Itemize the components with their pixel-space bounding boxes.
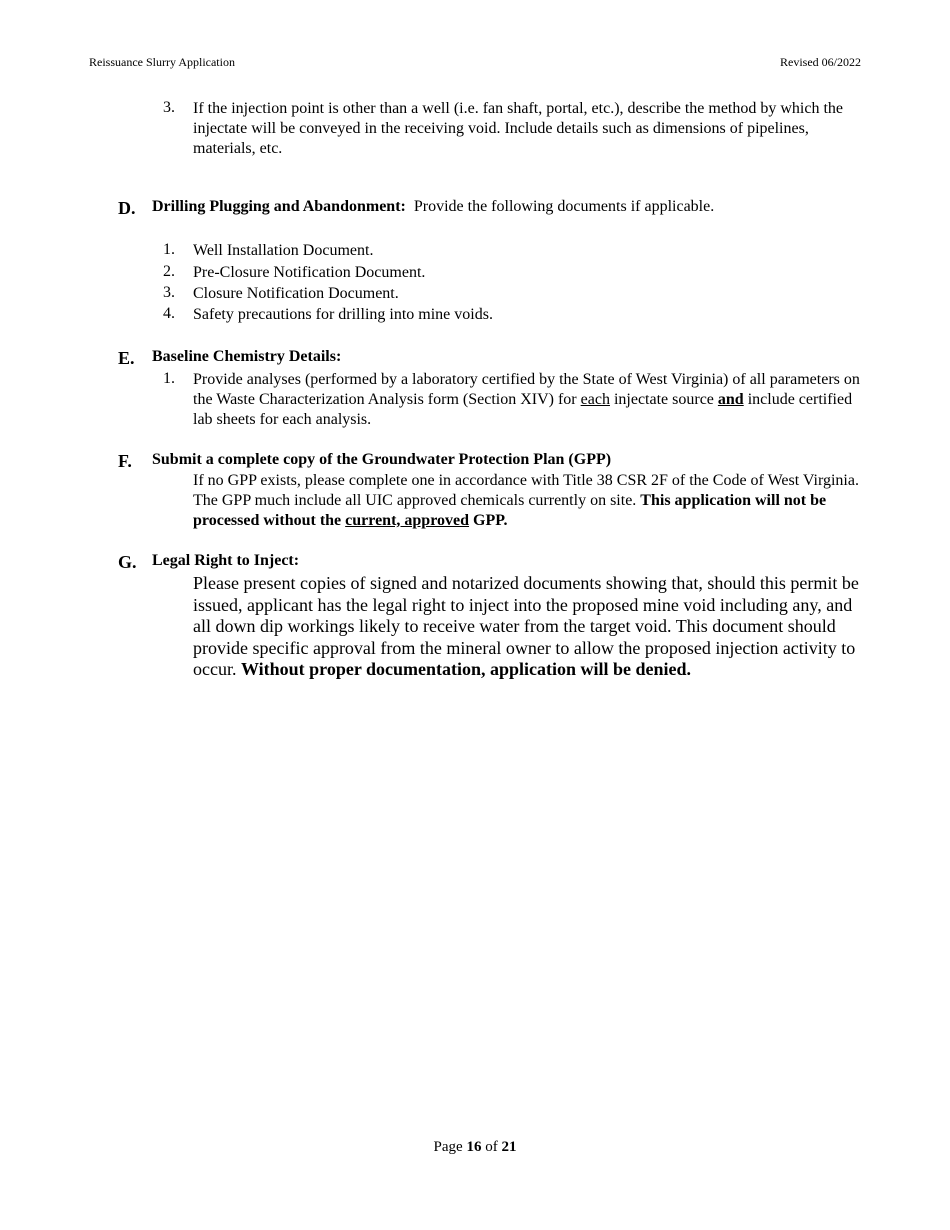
section-d-letter: D.	[118, 198, 136, 218]
f-text-a: If no GPP exists, please complete one in accordance with Title 38 CSR 2F of the Code of West Virginia. The GPP much include all UIC approved chemicals currently on site.	[193, 472, 859, 509]
g-bold: Without proper documentation, application will be denied.	[240, 659, 692, 679]
d-item-2-number: 2.	[163, 263, 175, 280]
e-text-and: and	[717, 391, 744, 408]
e-text-c: include certified lab sheets for each analysis.	[193, 391, 853, 428]
section-d-heading	[152, 198, 714, 216]
f-bold-a: This application will not be processed without the	[193, 492, 827, 529]
section-f-letter: F.	[118, 451, 132, 471]
g-text: Please present copies of signed and notarized documents showing that, should this permit be issued, applicant has the legal right to inject into the proposed mine void including any, and all down dip workings likely to receive water from the target void. This document should provide specific approval from the mineral owner to allow the proposed injection activity to occur.	[193, 573, 859, 679]
e-text-each: each	[580, 391, 610, 408]
d-item-3-text: Closure Notification Document.	[193, 285, 399, 302]
d-item-3-number: 3.	[163, 284, 175, 301]
c3-number: 3.	[163, 99, 175, 116]
d-item-4-text: Safety precautions for drilling into mine voids.	[193, 306, 493, 323]
d-item-2-text: Pre-Closure Notification Document.	[193, 264, 426, 281]
page-total: 21	[501, 1139, 517, 1155]
page-label: Page	[433, 1139, 467, 1155]
d-item-1-text: Well Installation Document.	[193, 242, 374, 259]
section-f-title: Submit a complete copy of the Groundwater Protection Plan (GPP)	[152, 451, 612, 468]
d-item-4-number: 4.	[163, 305, 175, 322]
section-g-letter: G.	[118, 552, 137, 572]
section-e-letter: E.	[118, 348, 135, 368]
section-d-title: Drilling Plugging and Abandonment:	[152, 198, 406, 215]
e-item-1-number: 1.	[163, 370, 175, 387]
section-g-text	[193, 573, 873, 681]
header-revision: Revised 06/2022	[780, 55, 861, 69]
e-text-b: injectate source	[609, 391, 718, 408]
d-item-1-number: 1.	[163, 241, 175, 258]
section-e-title: Baseline Chemistry Details:	[152, 348, 342, 365]
e-text-a: Provide analyses (performed by a laboratory certified by the State of West Virginia) of all parameters on the Waste Characterization Analysis form (Section XIV) for	[193, 371, 860, 408]
page-of-label: of	[481, 1139, 502, 1155]
c3-text: If the injection point is other than a well (i.e. fan shaft, portal, etc.), describe the method by which the injectate will be conveyed in the receiving void. Include details such as dimensions of pipelines, materials, etc.	[193, 100, 844, 157]
e-item-1-text	[193, 370, 873, 430]
page-current: 16	[466, 1139, 482, 1155]
section-d-intro: Provide the following documents if applicable.	[413, 198, 715, 215]
header-title: Reissuance Slurry Application	[89, 55, 235, 69]
section-f-text	[193, 471, 873, 531]
f-bold-underlined: current, approved	[345, 512, 470, 529]
f-bold-b: GPP.	[469, 512, 508, 529]
section-g-title: Legal Right to Inject:	[152, 552, 300, 569]
page-number	[0, 1139, 950, 1156]
